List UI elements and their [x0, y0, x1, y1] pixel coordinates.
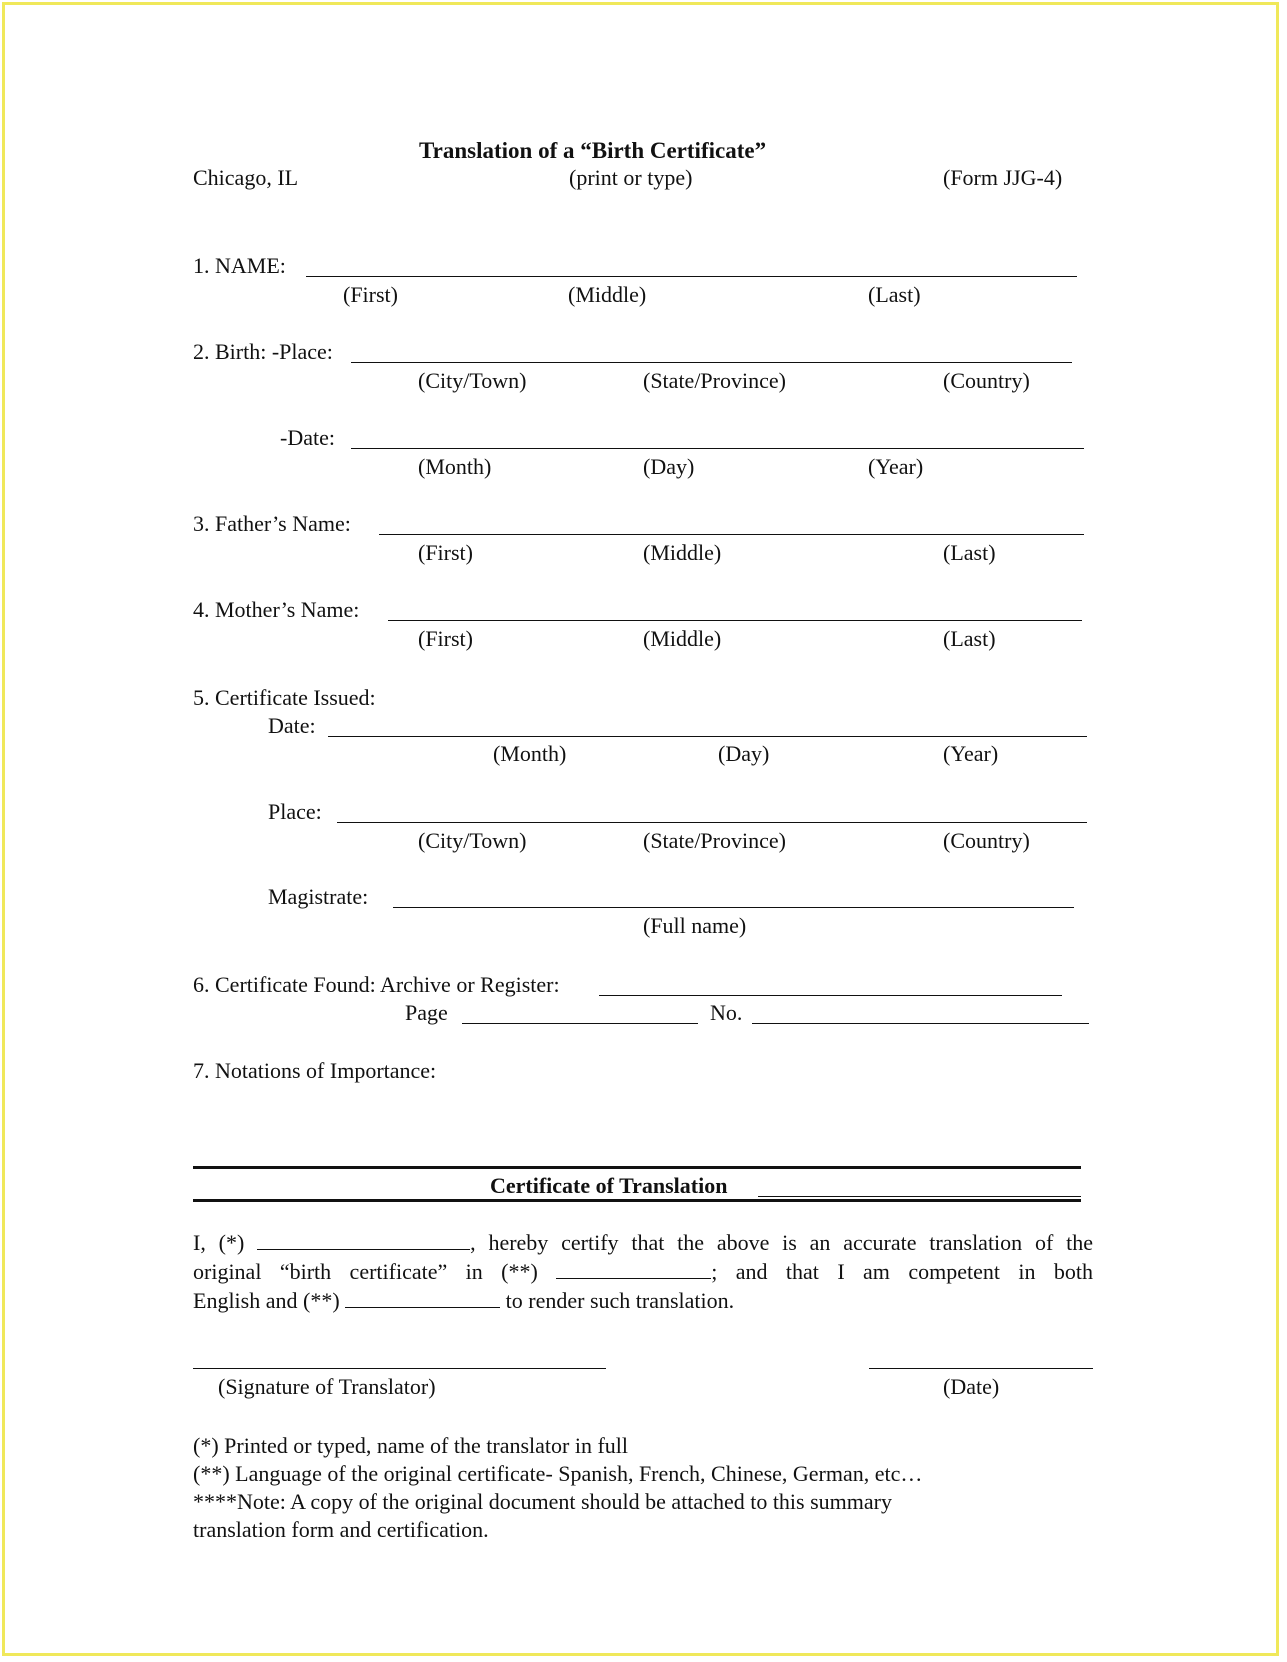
issued-date-label: Date:: [268, 713, 316, 738]
signature-date-field[interactable]: [869, 1368, 1093, 1369]
birth-place-field[interactable]: [351, 362, 1072, 363]
certification-line-2: [193, 1260, 1093, 1283]
certificate-issued-heading: 5. Certificate Issued:: [193, 685, 376, 710]
magistrate-label: Magistrate:: [268, 884, 369, 909]
print-instruction: (print or type): [569, 165, 693, 190]
certificate-found-label: 6. Certificate Found: Archive or Register:: [193, 972, 560, 997]
certification-line-1: [193, 1231, 1093, 1254]
footnote-2: (**) Language of the original certificate- Spanish, French, Chinese, German, etc…: [193, 1461, 923, 1486]
original-language-field[interactable]: [556, 1260, 711, 1279]
footnote-4: translation form and certification.: [193, 1517, 489, 1542]
father-last-caption: (Last): [943, 540, 996, 565]
issued-place-label: Place:: [268, 799, 322, 824]
birth-date-label: -Date:: [280, 425, 335, 450]
issued-month-caption: (Month): [493, 741, 567, 766]
birth-state-caption: (State/Province): [643, 368, 786, 393]
certify-text-b: , hereby certify that the above is an accurate translation of the: [470, 1230, 1094, 1255]
certify-text-e: English and (**): [193, 1288, 340, 1313]
form-title: Translation of a “Birth Certificate”: [419, 138, 767, 163]
mother-first-caption: (First): [418, 626, 473, 651]
number-label: No.: [710, 1000, 743, 1025]
mother-name-field[interactable]: [388, 620, 1082, 621]
issued-year-caption: (Year): [943, 741, 999, 766]
location-text: Chicago, IL: [193, 165, 299, 190]
father-name-field[interactable]: [379, 534, 1084, 535]
name-label: 1. NAME:: [193, 253, 286, 278]
certification-title: Certificate of Translation: [490, 1173, 728, 1198]
certify-text-a: I, (*): [193, 1230, 245, 1255]
form-id: (Form JJG-4): [943, 165, 1063, 190]
birth-month-caption: (Month): [418, 454, 492, 479]
certification-line-3: [193, 1289, 734, 1312]
page-field[interactable]: [462, 1023, 698, 1024]
notations-label: 7. Notations of Importance:: [193, 1058, 437, 1083]
page-label: Page: [405, 1000, 448, 1025]
issued-city-caption: (City/Town): [418, 828, 527, 853]
mother-last-caption: (Last): [943, 626, 996, 651]
issued-day-caption: (Day): [718, 741, 770, 766]
birth-date-field[interactable]: [351, 448, 1084, 449]
signature-caption: (Signature of Translator): [218, 1374, 436, 1399]
footnote-1: (*) Printed or typed, name of the translator in full: [193, 1433, 628, 1458]
issued-date-field[interactable]: [328, 736, 1087, 737]
issued-country-caption: (Country): [943, 828, 1030, 853]
translator-name-field[interactable]: [257, 1231, 470, 1250]
name-field[interactable]: [306, 276, 1077, 277]
title-trailing-underline: [758, 1196, 1081, 1197]
issued-place-field[interactable]: [337, 822, 1087, 823]
certify-text-f: to render such translation.: [505, 1288, 735, 1313]
number-field[interactable]: [752, 1023, 1089, 1024]
mother-middle-caption: (Middle): [643, 626, 722, 651]
certify-text-d: ; and that I am competent in both: [711, 1259, 1093, 1284]
issued-state-caption: (State/Province): [643, 828, 786, 853]
magistrate-field[interactable]: [393, 907, 1074, 908]
name-last-caption: (Last): [868, 282, 921, 307]
birth-year-caption: (Year): [868, 454, 924, 479]
name-first-caption: (First): [343, 282, 398, 307]
name-middle-caption: (Middle): [568, 282, 647, 307]
signature-field[interactable]: [193, 1368, 606, 1369]
birth-day-caption: (Day): [643, 454, 695, 479]
footnote-3: ****Note: A copy of the original document should be attached to this summary: [193, 1489, 892, 1514]
father-middle-caption: (Middle): [643, 540, 722, 565]
mother-name-label: 4. Mother’s Name:: [193, 597, 360, 622]
certify-text-c: original “birth certificate” in (**): [193, 1259, 538, 1284]
top-divider: [193, 1166, 1081, 1169]
bottom-divider: [193, 1199, 1081, 1202]
second-language-field[interactable]: [345, 1289, 500, 1308]
birth-place-label: 2. Birth: -Place:: [193, 339, 333, 364]
magistrate-caption: (Full name): [643, 913, 747, 938]
archive-register-field[interactable]: [599, 995, 1062, 996]
birth-country-caption: (Country): [943, 368, 1030, 393]
date-caption: (Date): [943, 1374, 1000, 1399]
page-border: [2, 2, 1279, 1656]
father-first-caption: (First): [418, 540, 473, 565]
birth-city-caption: (City/Town): [418, 368, 527, 393]
father-name-label: 3. Father’s Name:: [193, 511, 351, 536]
